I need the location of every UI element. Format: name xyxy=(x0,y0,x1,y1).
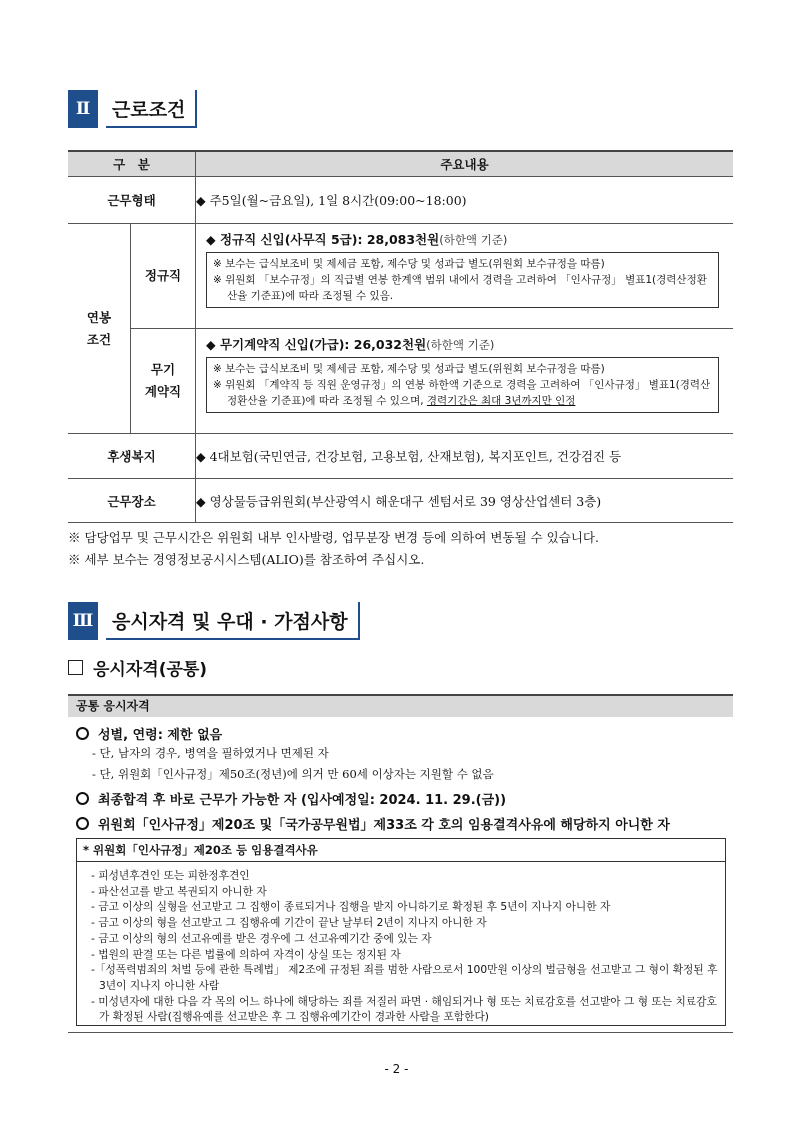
contract-content xyxy=(196,329,734,434)
section-3-title: 응시자격 및 우대 · 가점사항 xyxy=(106,602,360,640)
contract-salary-headline xyxy=(196,329,733,353)
salary-label-line2: 조건 xyxy=(86,331,112,347)
contract-note-2 xyxy=(213,377,712,409)
contract-salary-text: ◆ 무기계약직 신입(가급): 26,032천원 xyxy=(206,337,427,352)
table-row xyxy=(68,177,733,224)
bottom-divider xyxy=(68,1032,733,1033)
page-number: - 2 - xyxy=(384,1062,409,1076)
regular-note-2: ※ 위원회 「보수규정」의 직급별 연봉 한계액 범위 내에서 경력을 고려하여 「인사규정」 별표1(경력산정환산율 기준표)에 따라 조정될 수 있음. xyxy=(213,274,707,302)
location-label: 근무장소 xyxy=(68,479,196,523)
table-row xyxy=(68,224,733,329)
subsection-label: 응시자격(공통) xyxy=(93,660,208,680)
section-3-header xyxy=(68,602,360,640)
disqualification-head: * 위원회「인사규정」제20조 등 임용결격사유 xyxy=(77,839,725,862)
criterion-1-detail-2: - 단, 위원회「인사규정」제50조(정년)에 의거 만 60세 이상자는 지원할 수 없음 xyxy=(92,767,494,781)
section-2-header xyxy=(68,90,197,128)
section-2-number: Ⅱ xyxy=(68,90,98,128)
contract-salary-note: (하한액 기준) xyxy=(426,338,495,352)
list-item: - 파산선고를 받고 복권되지 아니한 자 xyxy=(91,884,267,898)
disqualification-box xyxy=(76,838,726,1026)
regular-salary-text: ◆ 정규직 신입(사무직 5급): 28,083천원 xyxy=(206,232,440,247)
contract-label-line1: 무기 xyxy=(150,362,176,377)
checkbox-square-icon xyxy=(68,660,83,675)
list-item: - 피성년후견인 또는 피한정후견인 xyxy=(91,869,250,882)
criterion-1-text: 성별, 연령: 제한 없음 xyxy=(98,728,223,743)
common-qualification-bar: 공통 응시자격 xyxy=(68,694,733,717)
contract-note-2a: ※ 위원회 「계약직 등 직원 운영규정」의 연봉 하한액 기준으로 경력을 고려하여 「인사규정」 별표1(경력산정환산율 기준표)에 따라 조정될 수 있으며, xyxy=(213,379,711,407)
contract-notes-box xyxy=(206,357,719,413)
table-row xyxy=(68,434,733,479)
contract-label-line2: 계약직 xyxy=(144,384,182,399)
table-row xyxy=(68,329,733,434)
work-type-label: 근무형태 xyxy=(68,177,196,224)
regular-salary-headline xyxy=(196,224,733,248)
criterion-2 xyxy=(76,789,506,808)
working-conditions-table xyxy=(68,150,733,523)
circle-bullet-icon xyxy=(76,727,89,740)
section-3-number: Ⅲ xyxy=(68,602,98,640)
list-item: - 법원의 판결 또는 다른 법률에 의하여 자격이 상실 또는 정지된 자 xyxy=(91,947,401,961)
location-value: ◆ 영상물등급위원회(부산광역시 해운대구 센텀서로 39 영상산업센터 3층) xyxy=(196,479,734,523)
contract-note-2b: 경력기간은 최대 3년까지만 인정 xyxy=(426,395,576,407)
criterion-3-text: 위원회「인사규정」제20조 및「국가공무원법」제33조 각 호의 임용결격사유에 해당하지 아니한 자 xyxy=(98,818,670,833)
circle-bullet-icon xyxy=(76,792,89,805)
disqualification-list xyxy=(77,862,725,1025)
circle-bullet-icon xyxy=(76,817,89,830)
salary-label xyxy=(68,224,131,434)
regular-salary-note: (하한액 기준) xyxy=(439,233,508,247)
salary-label-line1: 연봉 xyxy=(86,309,112,325)
welfare-value: ◆ 4대보험(국민연금, 건강보험, 고용보험, 산재보험), 복지포인트, 건강검진 등 xyxy=(196,434,734,479)
footnote-2: ※ 세부 보수는 경영정보공시시스템(ALIO)를 참조하여 주십시오. xyxy=(68,552,425,567)
list-item: - 금고 이상의 실형을 선고받고 그 집행이 종료되거나 집행을 받지 아니하기로 확정된 후 5년이 지나지 아니한 자 xyxy=(91,900,611,914)
list-item: - 미성년자에 대한 다음 각 목의 어느 하나에 해당하는 죄를 저질러 파면 · 해임되거나 형 또는 치료감호를 선고받아 그 형 또는 치료감호가 확정된 사람(집행유예를 선고받은 후 그 집행유예기간이 경과한 사람을 포함한다) xyxy=(91,994,717,1024)
contract-label xyxy=(131,329,196,434)
table-header-row xyxy=(68,151,733,177)
list-item: -「성폭력범죄의 처벌 등에 관한 특례법」 제2조에 규정된 죄를 범한 사람으로서 100만원 이상의 벌금형을 선고받고 그 형이 확정된 후 3년이 지나지 아니한 사람 xyxy=(91,963,718,992)
regular-content xyxy=(196,224,734,329)
footnote-1: ※ 담당업무 및 근무시간은 위원회 내부 인사발령, 업무분장 변경 등에 의하여 변동될 수 있습니다. xyxy=(68,530,599,545)
criterion-1-detail-1: - 단, 남자의 경우, 병역을 필하였거나 면제된 자 xyxy=(92,746,329,760)
subsection-title xyxy=(68,655,207,680)
regular-notes-box xyxy=(206,252,719,308)
welfare-label: 후생복지 xyxy=(68,434,196,479)
regular-note-1: ※ 보수는 급식보조비 및 제세금 포함, 제수당 및 성과급 별도(위원회 보수규정을 따름) xyxy=(213,258,605,270)
regular-label: 정규직 xyxy=(131,224,196,329)
section-2-title: 근로조건 xyxy=(106,90,197,128)
header-content: 주요내용 xyxy=(196,151,734,177)
criterion-3 xyxy=(76,814,670,833)
list-item: - 금고 이상의 형의 선고유예를 받은 경우에 그 선고유예기간 중에 있는 자 xyxy=(91,931,432,945)
contract-note-1: ※ 보수는 급식보조비 및 제세금 포함, 제수당 및 성과급 별도(위원회 보수규정을 따름) xyxy=(213,363,605,375)
criterion-2-text: 최종합격 후 바로 근무가 가능한 자 (입사예정일: 2024. 11. 29.(금)) xyxy=(98,793,507,808)
criterion-1 xyxy=(76,724,222,743)
list-item: - 금고 이상의 형을 선고받고 그 집행유예 기간이 끝난 날부터 2년이 지나지 아니한 자 xyxy=(91,916,487,930)
work-type-value: ◆ 주5일(월~금요일), 1일 8시간(09:00~18:00) xyxy=(196,177,734,224)
table-row xyxy=(68,479,733,523)
header-category: 구 분 xyxy=(68,151,196,177)
